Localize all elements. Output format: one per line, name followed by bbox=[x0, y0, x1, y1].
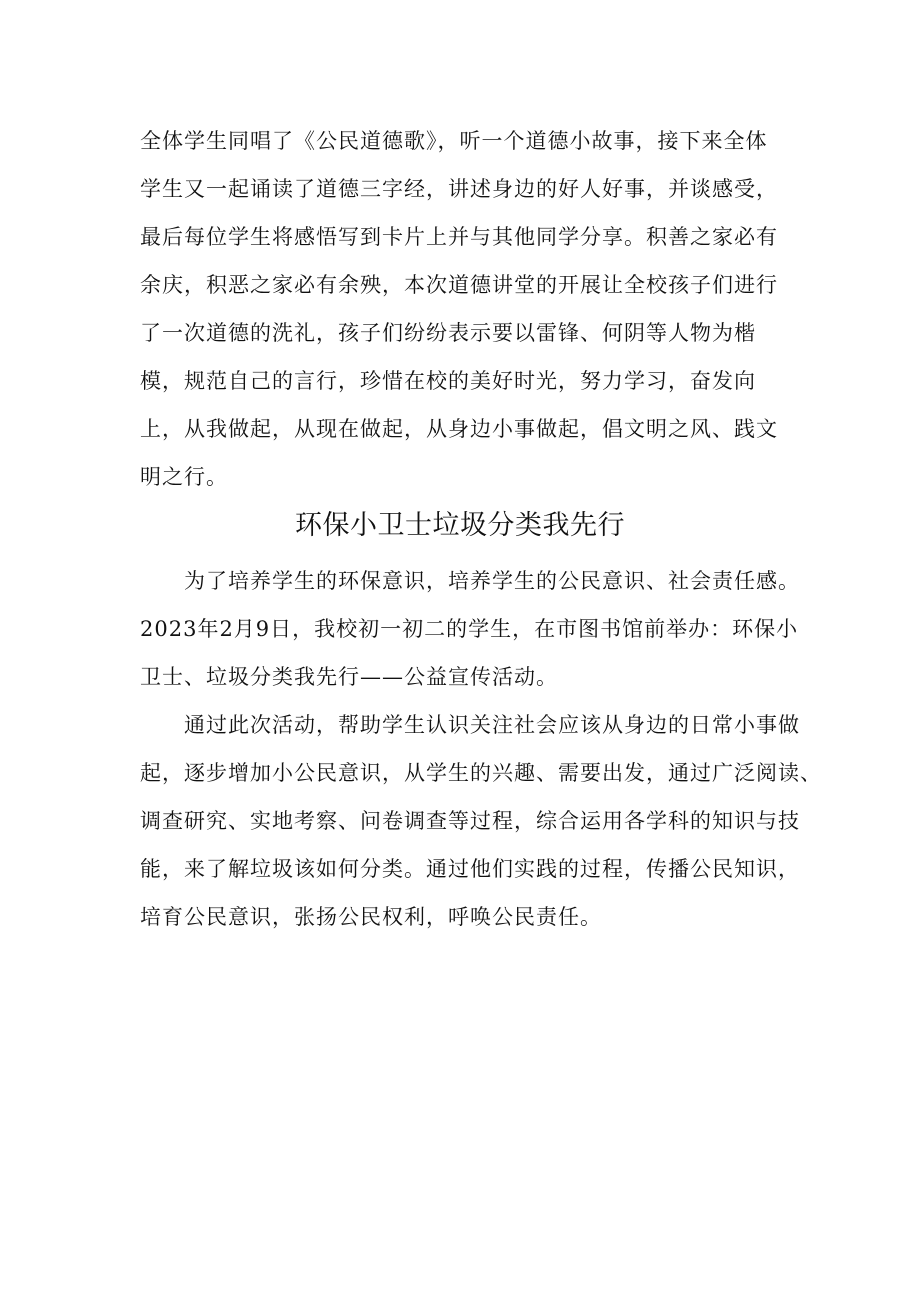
section-paragraph-2 bbox=[140, 701, 822, 941]
section-paragraph-1 bbox=[140, 557, 800, 701]
text-line: 2023年2月9日，我校初一初二的学生，在市图书馆前举办：环保小 bbox=[140, 617, 799, 641]
text-line: 余庆，积恶之家必有余殃，本次道德讲堂的开展让全校孩子们进行 bbox=[140, 273, 778, 297]
text-line: 培育公民意识，张扬公民权利，呼唤公民责任。 bbox=[140, 905, 602, 929]
intro-paragraph bbox=[140, 117, 800, 501]
text-line: 最后每位学生将感悟写到卡片上并与其他同学分享。积善之家必有 bbox=[140, 225, 778, 249]
text-line: 能，来了解垃圾该如何分类。通过他们实践的过程，传播公民知识， bbox=[140, 857, 800, 881]
text-line: 学生又一起诵读了道德三字经，讲述身边的好人好事，并谈感受， bbox=[140, 177, 778, 201]
text-line: 起，逐步增加小公民意识，从学生的兴趣、需要出发，通过广泛阅读、 bbox=[140, 761, 822, 785]
text-line: 上，从我做起，从现在做起，从身边小事做起，倡文明之风、践文 bbox=[140, 417, 778, 441]
text-line: 明之行。 bbox=[140, 465, 228, 489]
text-line: 调查研究、实地考察、问卷调查等过程，综合运用各学科的知识与技 bbox=[140, 809, 800, 833]
text-line: 了一次道德的洗礼，孩子们纷纷表示要以雷锋、何阴等人物为楷 bbox=[140, 321, 756, 345]
text-line: 通过此次活动，帮助学生认识关注社会应该从身边的日常小事做 bbox=[184, 713, 800, 737]
text-line: 模，规范自己的言行，珍惜在校的美好时光，努力学习，奋发向 bbox=[140, 369, 756, 393]
text-line: 为了培养学生的环保意识，培养学生的公民意识、社会责任感。 bbox=[184, 569, 800, 593]
text-line: 全体学生同唱了《公民道德歌》，听一个道德小故事，接下来全体 bbox=[140, 129, 768, 153]
section-title: 环保小卫士垃圾分类我先行 bbox=[295, 510, 625, 541]
text-line: 卫士、垃圾分类我先行——公益宣传活动。 bbox=[140, 665, 558, 689]
section-body bbox=[140, 557, 822, 941]
